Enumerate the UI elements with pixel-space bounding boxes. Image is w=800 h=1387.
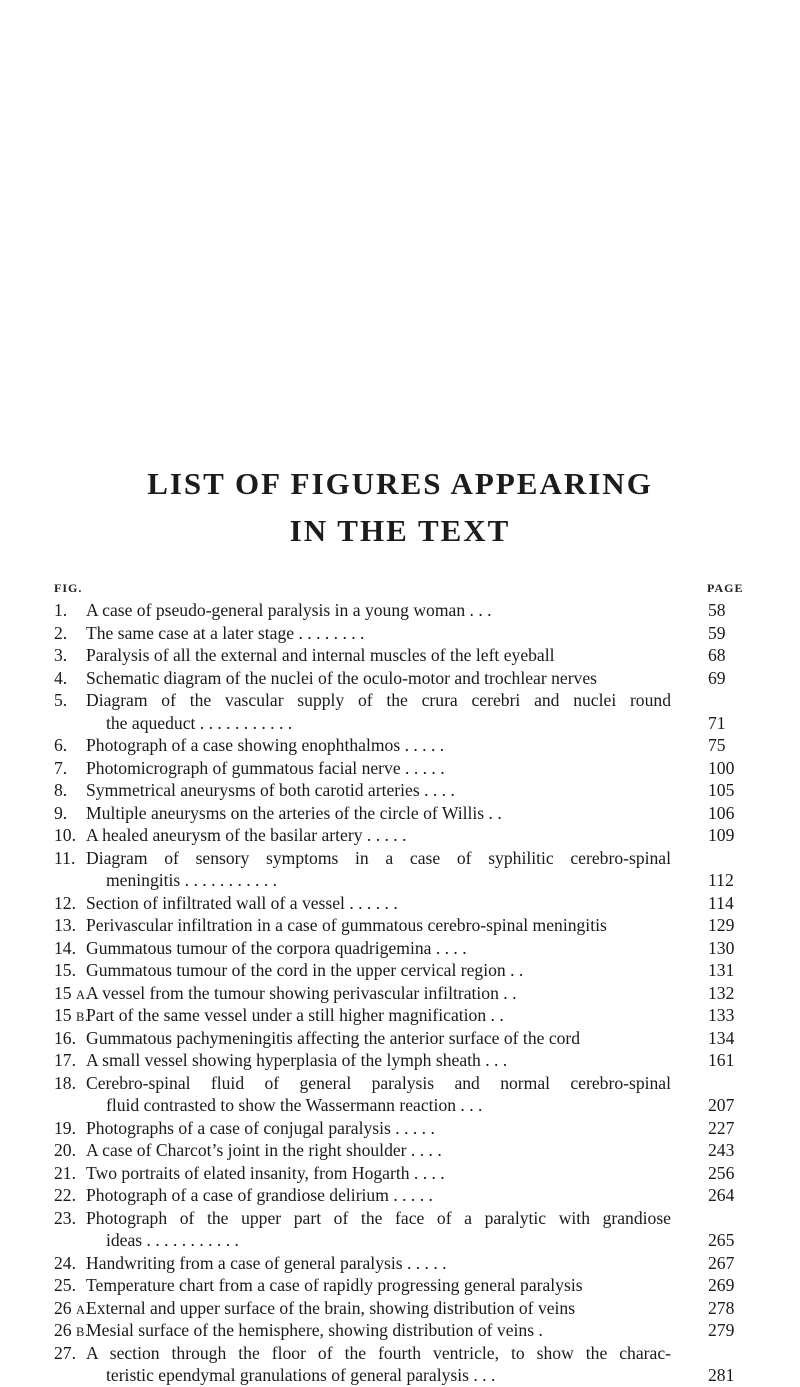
list-item (0, 847, 800, 892)
figure-number: 8. (54, 780, 68, 800)
figure-number: 10. (54, 825, 76, 845)
figure-caption (86, 914, 671, 937)
figure-caption (86, 734, 671, 757)
figure-number: 18. (54, 1072, 76, 1093)
figure-caption (86, 599, 671, 622)
caption-line: Perivascular infiltration in a case of gummatous cerebro-spinal meningitis (86, 915, 607, 935)
figure-number: 12. (54, 892, 76, 913)
figure-number: 7. (54, 757, 68, 778)
page-number: 278 (708, 1297, 735, 1318)
caption-line: Gummatous pachymeningitis affecting the anterior surface of the cord (86, 1027, 581, 1048)
caption-line: Part of the same vessel under a still higher magnification . . (86, 1005, 504, 1025)
list-item (0, 1139, 800, 1162)
caption-line: A section through the floor of the fourth ventricle, to show the charac- (86, 1342, 671, 1363)
page-number: 256 (708, 1162, 735, 1183)
caption-line: Photomicrograph of gummatous facial nerve . . . . . (86, 757, 445, 778)
figure-number: 17. (54, 1050, 76, 1070)
page-number: 265 (708, 1230, 735, 1250)
figure-number: 4. (54, 667, 68, 688)
caption-line: The same case at a later stage . . . . . . . . (86, 622, 365, 643)
page-number: 133 (708, 1005, 735, 1025)
page-number: 134 (708, 1027, 735, 1048)
caption-line: the aqueduct . . . . . . . . . . . (106, 712, 293, 733)
figure-caption (86, 1184, 671, 1207)
caption-line: Symmetrical aneurysms of both carotid arteries . . . . (86, 780, 455, 800)
page-number: 105 (708, 780, 735, 800)
figure-number: 22. (54, 1185, 76, 1205)
figure-number: 15. (54, 960, 76, 980)
list-item (0, 982, 800, 1005)
page-number: 267 (708, 1252, 735, 1273)
page-number: 109 (708, 825, 735, 845)
list-item (0, 779, 800, 802)
caption-line: Schematic diagram of the nuclei of the oculo-motor and trochlear nerves (86, 667, 598, 688)
fig-column-header: FIG. (54, 581, 83, 595)
figure-number: 1. (54, 600, 68, 620)
figure-number: 14. (54, 937, 76, 958)
caption-line: Handwriting from a case of general paralysis . . . . . (86, 1252, 447, 1273)
figure-caption (86, 937, 671, 960)
caption-line: External and upper surface of the brain, showing distribution of veins (86, 1297, 576, 1318)
page-number: 207 (708, 1095, 735, 1115)
figure-number: 16. (54, 1027, 76, 1048)
caption-line: Paralysis of all the external and internal muscles of the left eyeball (86, 645, 555, 665)
caption-line: Mesial surface of the hemisphere, showing distribution of veins . (86, 1320, 543, 1340)
figure-caption (86, 667, 671, 690)
figure-caption (86, 779, 671, 802)
figure-caption (86, 1049, 671, 1072)
page-number: 243 (708, 1140, 735, 1160)
list-item (0, 1319, 800, 1342)
page-number: 75 (708, 735, 726, 755)
list-item (0, 914, 800, 937)
figure-number: 13. (54, 915, 76, 935)
caption-line: Gummatous tumour of the cord in the upper cervical region . . (86, 960, 524, 980)
figure-caption (86, 1004, 671, 1027)
list-item (0, 1297, 800, 1320)
caption-line: Gummatous tumour of the corpora quadrigemina . . . . (86, 937, 467, 958)
page-column-header: PAGE (707, 581, 744, 595)
figure-number: 11. (54, 847, 76, 868)
page-title: LIST OF FIGURES APPEARING (147, 466, 653, 501)
figure-caption (86, 959, 671, 982)
list-item (0, 622, 800, 645)
figure-caption (86, 1252, 671, 1275)
page-number: 132 (708, 982, 735, 1003)
page-number: 130 (708, 937, 735, 958)
page-number: 71 (708, 712, 726, 733)
caption-line: A healed aneurysm of the basilar artery . . . . . (86, 825, 407, 845)
figure-caption (86, 1319, 671, 1342)
page-number: 100 (708, 757, 735, 778)
figure-number: 21. (54, 1162, 76, 1183)
caption-line: Photograph of the upper part of the face of a paralytic with grandiose (86, 1207, 671, 1228)
figure-list (0, 599, 800, 1387)
figure-number: 15 A. (54, 982, 90, 1003)
page-number: 281 (708, 1365, 735, 1385)
page-number: 69 (708, 667, 726, 688)
figure-number: 5. (54, 690, 68, 710)
figure-caption (86, 1072, 671, 1117)
list-item (0, 824, 800, 847)
caption-line: Temperature chart from a case of rapidly progressing general paralysis (86, 1275, 583, 1295)
list-item (0, 1072, 800, 1117)
list-item (0, 599, 800, 622)
caption-line: A case of pseudo-general paralysis in a young woman . . . (86, 600, 492, 620)
list-item (0, 1342, 800, 1387)
figure-number: 2. (54, 622, 68, 643)
caption-line: ideas . . . . . . . . . . . (106, 1230, 239, 1250)
list-item (0, 1027, 800, 1050)
page-number: 161 (708, 1050, 735, 1070)
list-item (0, 734, 800, 757)
figure-caption (86, 1139, 671, 1162)
figure-caption (86, 1207, 671, 1252)
figure-number: 26 B. (54, 1320, 89, 1340)
caption-line: Photograph of a case of grandiose delirium . . . . . (86, 1185, 433, 1205)
figure-caption (86, 1162, 671, 1185)
page-number: 112 (708, 870, 734, 890)
list-item (0, 802, 800, 825)
figure-number: 25. (54, 1275, 76, 1295)
figure-caption (86, 689, 671, 734)
caption-line: Section of infiltrated wall of a vessel . . . . . . (86, 892, 398, 913)
figure-number: 24. (54, 1252, 76, 1273)
figure-number: 6. (54, 735, 68, 755)
caption-line: Two portraits of elated insanity, from Hogarth . . . . (86, 1162, 445, 1183)
figure-caption (86, 1342, 671, 1387)
figure-caption (86, 1297, 671, 1320)
figure-caption (86, 982, 671, 1005)
caption-line: Photographs of a case of conjugal paralysis . . . . . (86, 1117, 435, 1138)
page-number: 68 (708, 645, 726, 665)
page-number: 269 (708, 1275, 735, 1295)
caption-line: A case of Charcot’s joint in the right shoulder . . . . (86, 1140, 442, 1160)
list-item (0, 1162, 800, 1185)
figure-caption (86, 824, 671, 847)
page-number: 58 (708, 600, 726, 620)
figure-caption (86, 802, 671, 825)
page-number: 131 (708, 960, 735, 980)
figure-number: 27. (54, 1342, 76, 1363)
page-number: 264 (708, 1185, 735, 1205)
list-item (0, 892, 800, 915)
list-item (0, 1274, 800, 1297)
list-item (0, 959, 800, 982)
caption-line: Photograph of a case showing enophthalmos . . . . . (86, 735, 445, 755)
figure-number: 19. (54, 1117, 76, 1138)
figure-number: 20. (54, 1140, 76, 1160)
page-number: 129 (708, 915, 735, 935)
figure-caption (86, 622, 671, 645)
figure-caption (86, 1274, 671, 1297)
page-number: 114 (708, 892, 734, 913)
figure-caption (86, 644, 671, 667)
list-item (0, 1004, 800, 1027)
list-item (0, 1049, 800, 1072)
figure-number: 26 A. (54, 1297, 90, 1318)
caption-line: Diagram of sensory symptoms in a case of syphilitic cerebro-spinal (86, 847, 671, 868)
caption-line: A vessel from the tumour showing perivascular infiltration . . (86, 982, 517, 1003)
page-number: 59 (708, 622, 726, 643)
caption-line: Cerebro-spinal fluid of general paralysis and normal cerebro-spinal (86, 1072, 671, 1093)
figure-caption (86, 757, 671, 780)
caption-line: Multiple aneurysms on the arteries of the circle of Willis . . (86, 802, 502, 823)
figure-number: 23. (54, 1207, 76, 1228)
page-number: 227 (708, 1117, 735, 1138)
page-number: 279 (708, 1320, 735, 1340)
list-item (0, 1207, 800, 1252)
list-item (0, 644, 800, 667)
figure-caption (86, 1117, 671, 1140)
list-item (0, 689, 800, 734)
list-item (0, 1252, 800, 1275)
figure-caption (86, 892, 671, 915)
caption-line: teristic ependymal granulations of general paralysis . . . (106, 1365, 496, 1385)
caption-line: meningitis . . . . . . . . . . . (106, 870, 278, 890)
list-item (0, 1117, 800, 1140)
list-item (0, 757, 800, 780)
figure-number: 15 B. (54, 1005, 89, 1025)
page-subtitle: IN THE TEXT (289, 513, 511, 548)
list-item (0, 937, 800, 960)
caption-line: Diagram of the vascular supply of the crura cerebri and nuclei round (86, 690, 671, 710)
caption-line: A small vessel showing hyperplasia of the lymph sheath . . . (86, 1050, 508, 1070)
figure-caption (86, 847, 671, 892)
page-number: 106 (708, 802, 735, 823)
figure-number: 3. (54, 645, 68, 665)
figure-number: 9. (54, 802, 68, 823)
list-item (0, 667, 800, 690)
caption-line: fluid contrasted to show the Wassermann reaction . . . (106, 1095, 483, 1115)
list-item (0, 1184, 800, 1207)
figure-caption (86, 1027, 671, 1050)
